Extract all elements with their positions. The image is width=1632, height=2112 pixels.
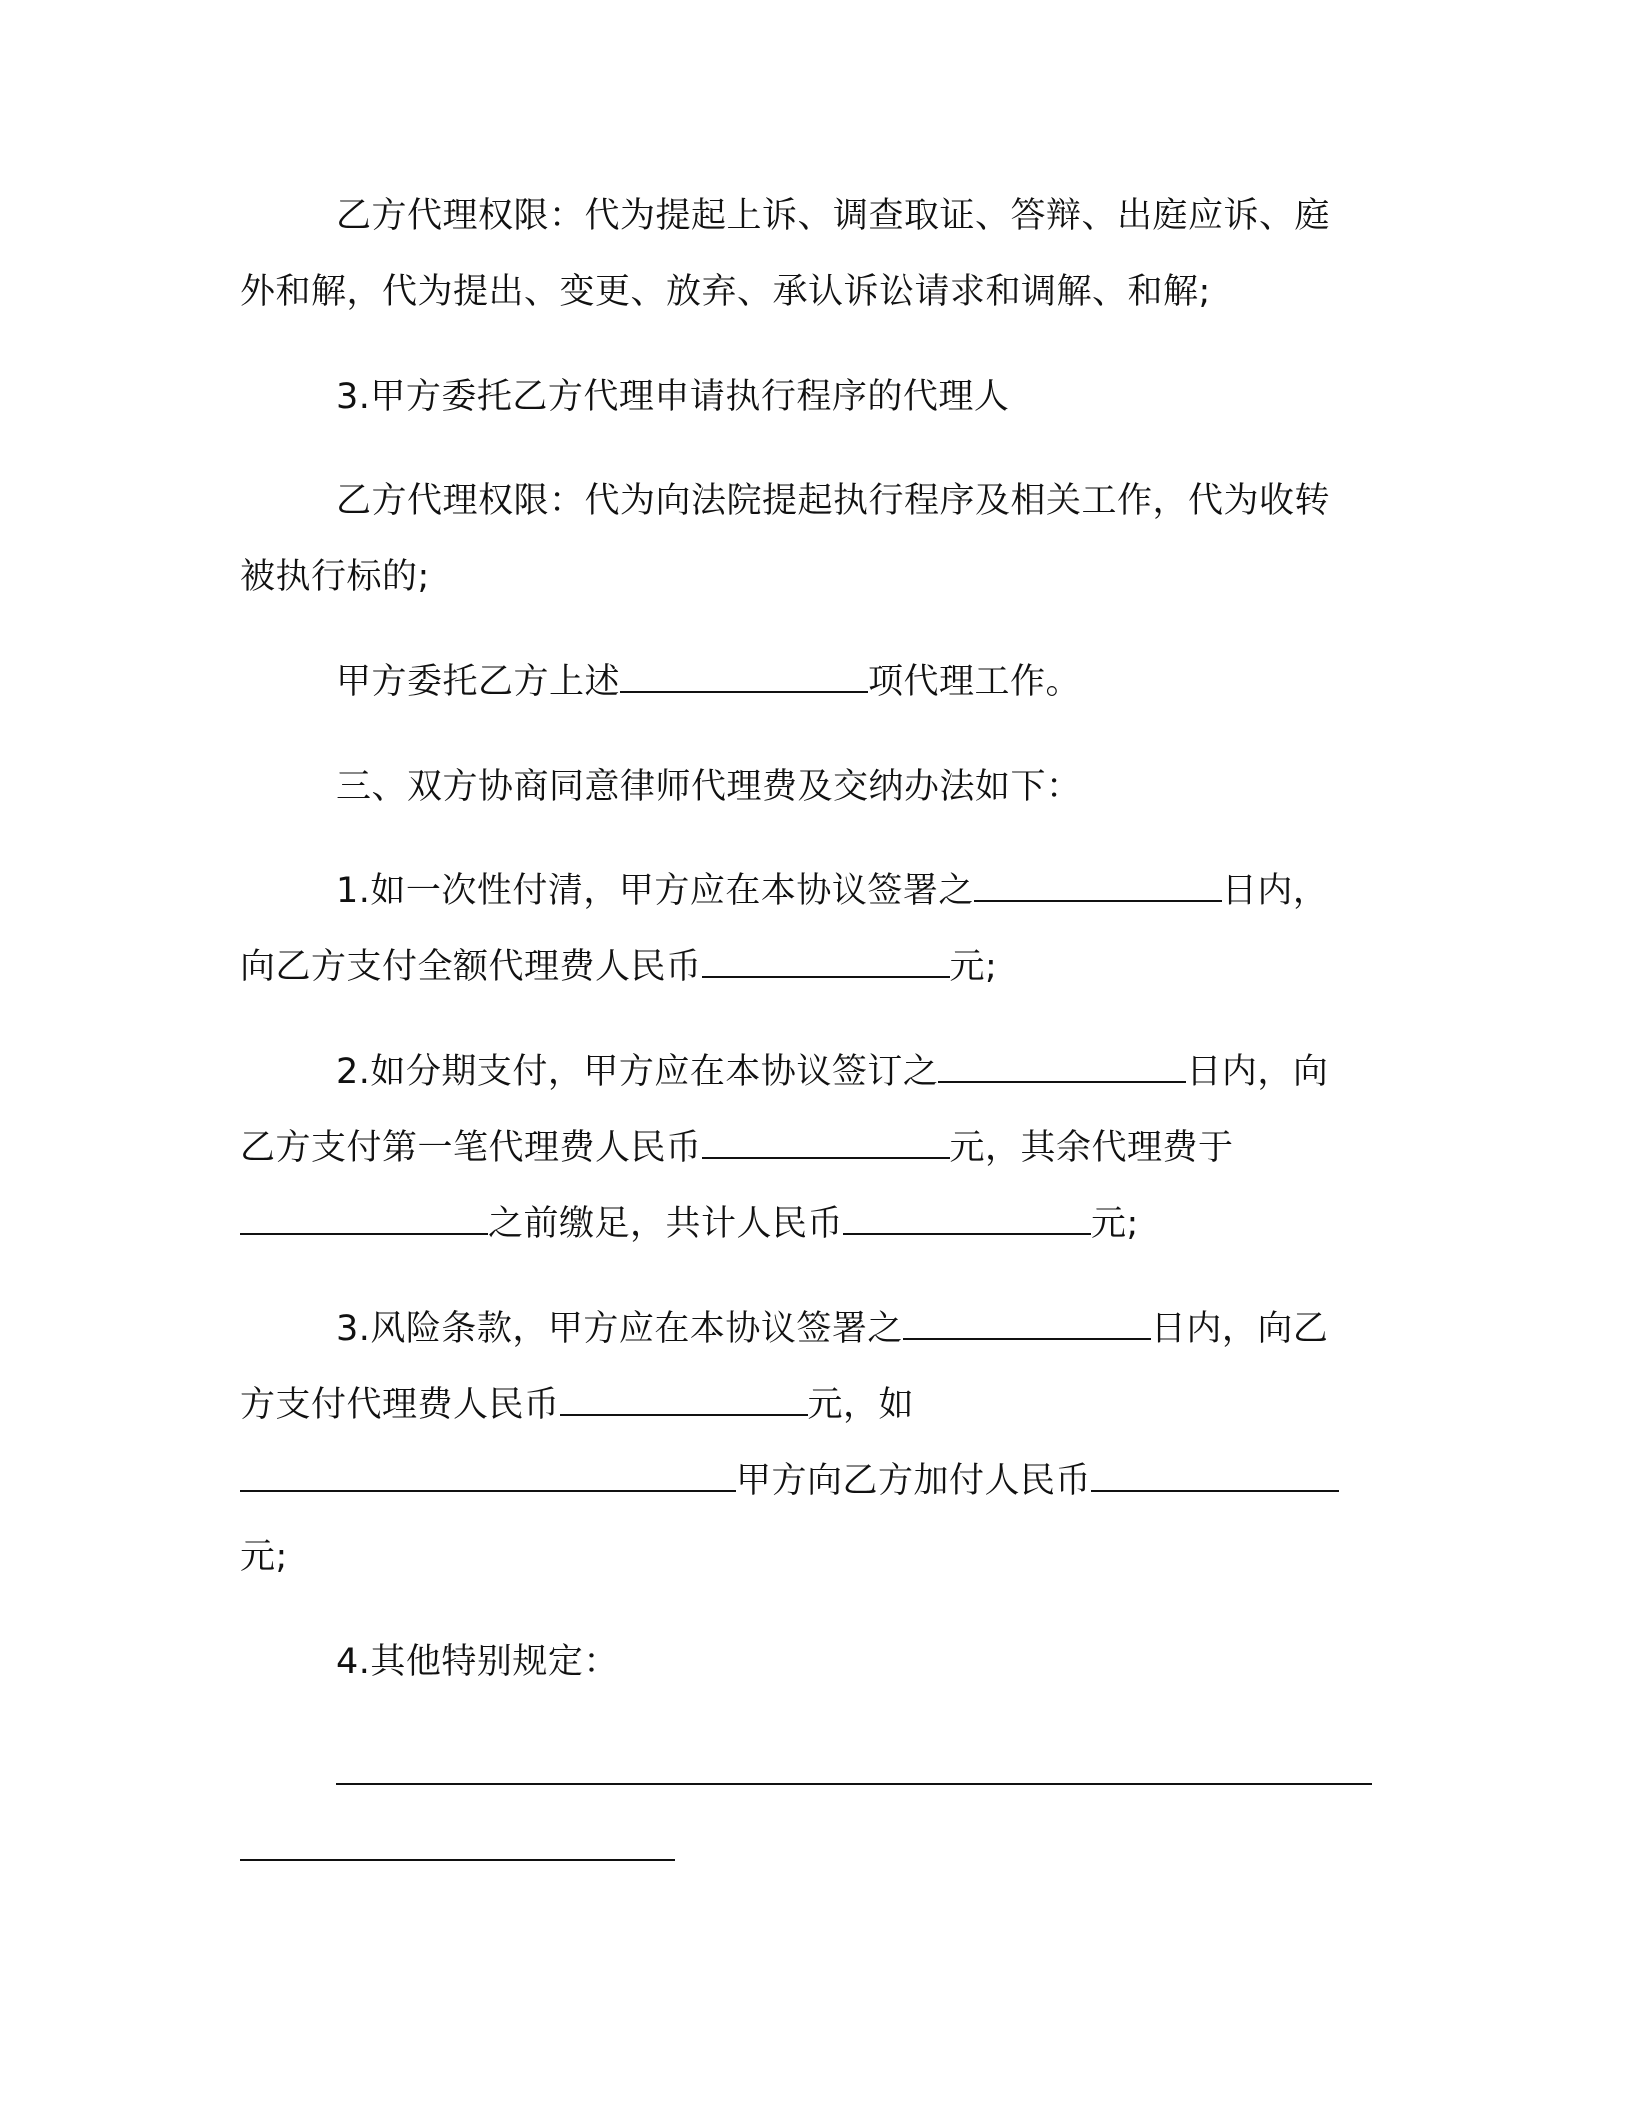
- paragraph-line: [240, 268, 1211, 316]
- text: 项代理工作。: [868, 662, 1082, 702]
- text: 3.风险条款，甲方应在本协议签署之: [336, 1309, 903, 1349]
- paragraph-line: [336, 1638, 619, 1686]
- paragraph-line: [240, 1533, 288, 1581]
- text: 日内，向: [1186, 1052, 1329, 1092]
- paragraph-line: [336, 477, 1330, 525]
- text: 元，其余代理费于: [949, 1128, 1234, 1168]
- text: 乙方支付第一笔代理费人民币: [240, 1128, 702, 1168]
- text: 2.如分期支付，甲方应在本协议签订之: [336, 1052, 939, 1092]
- paragraph-line: [240, 553, 430, 601]
- paragraph-line: [336, 1048, 1328, 1096]
- text: 三、双方协商同意律师代理费及交纳办法如下：: [336, 767, 1082, 807]
- text: 外和解，代为提出、变更、放弃、承认诉讼请求和调解、和解;: [240, 272, 1211, 312]
- text: 甲方向乙方加付人民币: [736, 1461, 1092, 1501]
- text: 4.其他特别规定：: [336, 1642, 619, 1682]
- paragraph-line: [240, 1200, 1139, 1248]
- paragraph-line: [240, 1381, 914, 1429]
- long-fill-in-line: [240, 1859, 675, 1861]
- text: 元，如: [807, 1385, 915, 1425]
- fill-in-blank: [240, 1460, 736, 1492]
- fill-in-blank: [702, 946, 950, 978]
- text: 元;: [240, 1537, 288, 1577]
- text: 乙方代理权限：代为向法院提起执行程序及相关工作，代为收转: [336, 481, 1331, 521]
- fill-in-blank: [903, 1308, 1151, 1340]
- paragraph-line: [240, 1124, 1234, 1172]
- text: 日内，: [1221, 871, 1329, 911]
- paragraph-line: [336, 192, 1330, 240]
- paragraph-line: [240, 1457, 1339, 1505]
- text: 方支付代理费人民币: [240, 1385, 560, 1425]
- paragraph-line: [336, 1305, 1328, 1353]
- text: 之前缴足，共计人民币: [488, 1204, 844, 1244]
- fill-in-blank: [560, 1384, 808, 1416]
- fill-in-blank: [974, 870, 1222, 902]
- text: 日内，向乙: [1150, 1309, 1329, 1349]
- text: 元;: [1091, 1204, 1139, 1244]
- text: 元;: [949, 947, 998, 987]
- text: 3.甲方委托乙方代理申请执行程序的代理人: [336, 377, 1010, 417]
- fill-in-blank: [620, 661, 868, 693]
- fill-in-blank: [240, 1203, 488, 1235]
- fill-in-blank: [938, 1051, 1186, 1083]
- paragraph-line: [336, 658, 1081, 706]
- fill-in-blank: [1091, 1460, 1339, 1492]
- text: 1.如一次性付清，甲方应在本协议签署之: [336, 871, 974, 911]
- text: 向乙方支付全额代理费人民币: [240, 947, 702, 987]
- fill-in-blank: [702, 1127, 950, 1159]
- fill-in-blank: [843, 1203, 1091, 1235]
- paragraph-line: [240, 943, 997, 991]
- paragraph-line: [336, 373, 1009, 421]
- text: 被执行标的;: [240, 557, 430, 597]
- text: 甲方委托乙方上述: [336, 662, 621, 702]
- text: 乙方代理权限：代为提起上诉、调查取证、答辩、出庭应诉、庭: [336, 196, 1331, 236]
- long-fill-in-line: [336, 1783, 1372, 1785]
- paragraph-line: [336, 867, 1328, 915]
- section-heading: [336, 763, 1082, 811]
